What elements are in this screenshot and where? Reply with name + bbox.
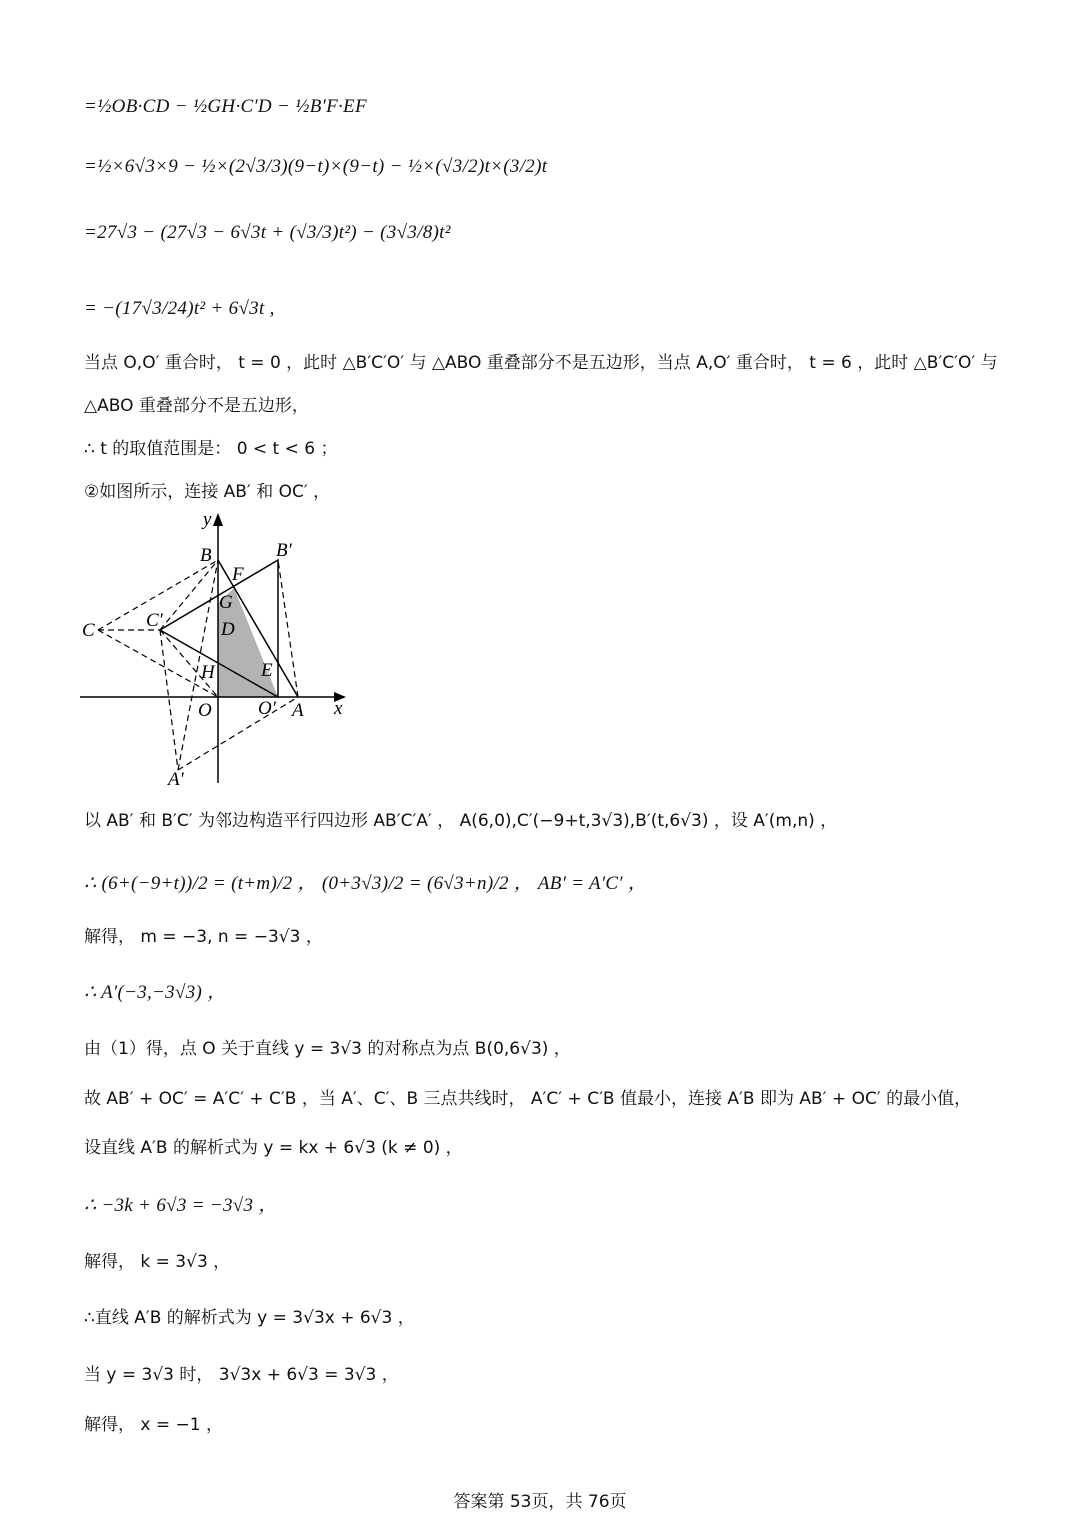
label-D: D <box>221 619 235 640</box>
text-line-6: △ABO 重叠部分不是五边形， <box>84 396 309 416</box>
equation-line-2: =½×6√3×9 − ½×(2√3/3)(9−t)×(9−t) − ½×(√3/2)t×(3/2)t <box>84 156 548 177</box>
label-Ap: A′ <box>168 769 184 790</box>
label-F: F <box>232 564 244 585</box>
text-line-9: 以 AB′ 和 B′C′ 为邻边构造平行四边形 AB′C′A′ ， A(6,0),C′(−9+t,3√3),B′(t,6√3) ，设 A′(m,n) ， <box>84 811 838 831</box>
text-line-8: ②如图所示，连接 AB′ 和 OC′ ， <box>84 482 331 502</box>
label-C: C <box>82 620 95 641</box>
label-y: y <box>203 509 212 530</box>
label-Op: O′ <box>258 698 276 719</box>
text-line-18: ∴直线 A′B 的解析式为 y = 3√3x + 6√3 ， <box>84 1308 415 1328</box>
page-footer: 答案第 53页，共 76页 <box>453 1492 627 1512</box>
text-line-19: 当 y = 3√3 时， 3√3x + 6√3 = 3√3 ， <box>84 1365 399 1385</box>
text-line-7: ∴ t 的取值范围是： 0 < t < 6 ； <box>84 439 338 459</box>
text-line-5: 当点 O,O′ 重合时， t = 0 ，此时 △B′C′O′ 与 △ABO 重叠部分不是五边形，当点 A,O′ 重合时， t = 6 ，此时 △B′C′O′ 与 <box>84 353 998 373</box>
label-x: x <box>334 698 343 719</box>
label-B: B <box>200 545 212 566</box>
text-line-17: 解得， k = 3√3 ， <box>84 1252 231 1272</box>
text-line-15: 设直线 A′B 的解析式为 y = kx + 6√3 (k ≠ 0) ， <box>84 1138 463 1158</box>
equation-line-3: =27√3 − (27√3 − 6√3t + (√3/3)t²) − (3√3/8)t² <box>84 222 451 243</box>
label-A: A <box>292 700 304 721</box>
equation-line-1: =½OB·CD − ½GH·C′D − ½B′F·EF <box>84 96 367 117</box>
text-line-13: 由（1）得，点 O 关于直线 y = 3√3 的对称点为点 B(0,6√3) ， <box>84 1039 571 1059</box>
dashed-C-O <box>98 630 218 697</box>
y-axis-arrow <box>213 513 223 526</box>
dashed-Cp-B <box>160 560 218 630</box>
dashed-A-Bp <box>278 560 298 697</box>
label-E: E <box>261 660 273 681</box>
text-line-11: 解得， m = −3, n = −3√3 ， <box>84 927 323 947</box>
text-line-14: 故 AB′ + OC′ = A′C′ + C′B ，当 A′、C′、B 三点共线时， A′C′ + C′B 值最小，连接 A′B 即为 AB′ + OC′ 的最小值， <box>84 1089 972 1109</box>
label-O: O <box>198 700 212 721</box>
label-G: G <box>219 592 233 613</box>
equation-line-12: ∴ A′(−3,−3√3) ， <box>84 982 227 1003</box>
equation-line-10: ∴ (6+(−9+t))/2 = (t+m)/2 ， (0+3√3)/2 = (6√3+n)/2 ， AB′ = A′C′ ， <box>84 873 648 894</box>
label-Cp: C′ <box>146 610 163 631</box>
text-line-20: 解得， x = −1 ， <box>84 1415 223 1435</box>
label-Bp: B′ <box>276 540 292 561</box>
label-H: H <box>201 662 215 683</box>
equation-line-4: = −(17√3/24)t² + 6√3t , <box>84 298 275 319</box>
equation-line-16: ∴ −3k + 6√3 = −3√3 ， <box>84 1195 278 1216</box>
dashed-Cp-Ap <box>160 630 178 770</box>
dashed-Ap-A <box>178 697 298 770</box>
geometry-figure <box>80 508 370 793</box>
